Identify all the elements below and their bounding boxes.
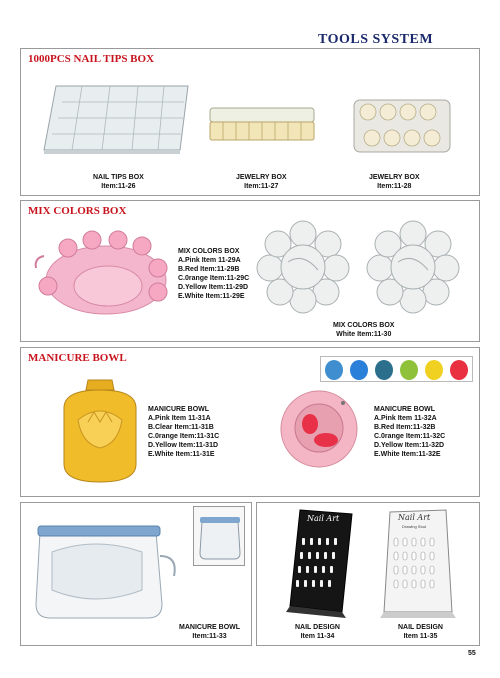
- variant-item: E.White Item:11-32E: [374, 451, 441, 458]
- variant-item: B.Clear Item:11-31B: [148, 424, 214, 431]
- manicure-bowl-clear-inset: [193, 506, 245, 566]
- variant-item: C.0range Item:11-32C: [374, 433, 446, 440]
- nail-art-logo-white: Nail Art: [398, 513, 431, 522]
- variant-item: C.0range Item:11-31C: [148, 433, 220, 440]
- color-swatch-swatches: [321, 357, 474, 383]
- mix-colors-white-image-2: [368, 222, 458, 312]
- page-number: 55: [468, 650, 476, 657]
- nail-design-white-caption: [398, 623, 443, 641]
- page-header-title: TOOLS SYSTEM: [318, 32, 434, 47]
- swatch-yellow: [425, 360, 443, 380]
- product-name: JEWELRY BOX: [369, 174, 420, 181]
- product-item: Item 11-34: [300, 633, 335, 640]
- variant-item: E.White Item:11-31E: [148, 451, 215, 458]
- product-item: Item:11-28: [377, 183, 412, 190]
- product-item: Item:11-27: [244, 183, 279, 190]
- product-item: White Item:11-30: [336, 331, 392, 338]
- manicure-bowl-clear-caption: [179, 623, 240, 641]
- manicure-bowl-section-title: MANICURE BOWL: [28, 352, 127, 364]
- color-swatch-strip: [320, 356, 473, 382]
- swatch-teal: [375, 360, 393, 380]
- variant-item: B.Red Item:11-29B: [178, 266, 240, 273]
- manicure-bowl-pink-image: [278, 388, 360, 470]
- mix-colors-variant-list: [178, 247, 249, 301]
- manicure-bowl-left-variant-list: [148, 405, 219, 459]
- jewelry-box-long-image: [206, 104, 318, 146]
- variant-item: B.Red Item:11-32B: [374, 424, 436, 431]
- variant-item: A.Pink Item 11-32A: [374, 415, 437, 422]
- product-name: MANICURE BOWL: [179, 624, 241, 631]
- list-title: MANICURE BOWL: [374, 406, 436, 413]
- list-title: MIX COLORS BOX: [178, 248, 240, 255]
- product-name: JEWELRY BOX: [236, 174, 287, 181]
- product-item: Item 11-35: [403, 633, 438, 640]
- nail-design-black-display-image: [286, 508, 356, 620]
- jewelry-box-jars-caption: [369, 173, 420, 191]
- nail-tips-box-caption: [93, 173, 144, 191]
- swatch-green: [400, 360, 418, 380]
- mix-colors-palette-image: [34, 228, 174, 318]
- product-name: NAIL DESIGN: [398, 624, 443, 631]
- product-item: Item:11-26: [101, 183, 136, 190]
- nail-design-black-caption: [295, 623, 340, 641]
- list-title: MANICURE BOWL: [148, 406, 210, 413]
- tips-box-section-title: 1000PCS NAIL TIPS BOX: [28, 53, 155, 65]
- variant-item: C.0range Item:11-29C: [178, 275, 250, 282]
- variant-item: A.Pink Item 11-29A: [178, 257, 241, 264]
- variant-item: D.Yellow Item:11-32D: [374, 442, 445, 449]
- variant-item: D.Yellow Item:11-29D: [178, 284, 249, 291]
- manicure-bowl-clear-image: [32, 516, 180, 622]
- jewelry-box-jars-image: [352, 94, 452, 156]
- variant-item: E.White Item:11-29E: [178, 293, 245, 300]
- nail-art-logo-black: Nail Art: [307, 514, 340, 523]
- swatch-blue-light: [325, 360, 343, 380]
- nail-tips-box-image: [38, 80, 198, 158]
- mix-colors-white-image-1: [258, 222, 348, 312]
- product-name: MIX COLORS BOX: [333, 322, 395, 329]
- variant-item: A.Pink Item 11-31A: [148, 415, 211, 422]
- jewelry-box-long-caption: [236, 173, 287, 191]
- swatch-red: [450, 360, 468, 380]
- manicure-bowl-yellow-image: [58, 378, 142, 488]
- product-name: NAIL TIPS BOX: [93, 174, 144, 181]
- product-name: NAIL DESIGN: [295, 624, 340, 631]
- swatch-blue: [350, 360, 368, 380]
- mix-colors-white-caption: [333, 321, 394, 339]
- nail-art-logo-white-sub: Drawing Stud: [402, 524, 427, 529]
- manicure-bowl-inset-image: [196, 511, 244, 563]
- mix-colors-section-title: MIX COLORS BOX: [28, 205, 127, 217]
- manicure-bowl-right-variant-list: [374, 405, 445, 459]
- variant-item: D.Yellow Item:11-31D: [148, 442, 219, 449]
- product-item: Item:11-33: [192, 633, 227, 640]
